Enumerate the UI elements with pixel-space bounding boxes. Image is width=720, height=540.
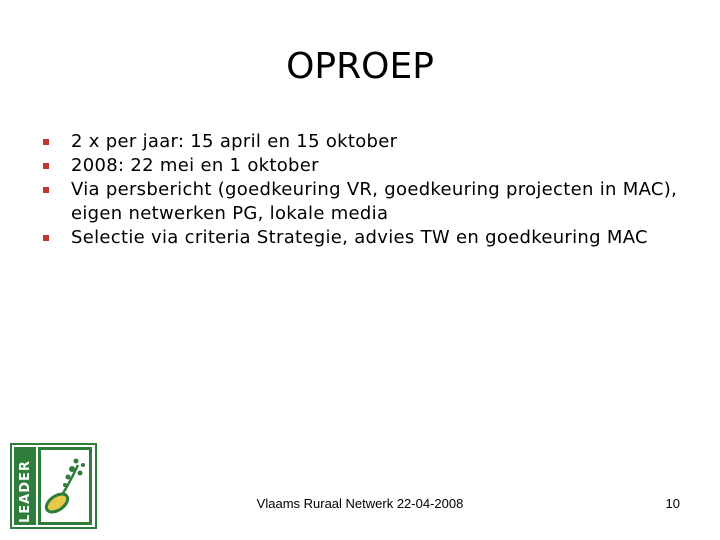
square-bullet-icon: [43, 235, 49, 241]
bullet-text: 2008: 22 mei en 1 oktober: [71, 155, 319, 176]
bullet-text: Selectie via criteria Strategie, advies TW en goedkeuring MAC: [71, 227, 648, 248]
svg-text:LEADER: LEADER: [18, 460, 33, 523]
bullet-item: [42, 130, 682, 154]
bullet-text: Via persbericht (goedkeuring VR, goedkeuring projecten in MAC), eigen netwerken PG, lokale media: [71, 179, 678, 224]
bullet-item: [42, 178, 682, 226]
slide-title: OPROEP: [286, 46, 434, 87]
square-bullet-icon: [43, 187, 49, 193]
square-bullet-icon: [43, 163, 49, 169]
footer-text: Vlaams Ruraal Netwerk 22-04-2008: [256, 496, 464, 511]
leader-logo-icon: [10, 443, 97, 529]
bullet-list: [42, 130, 682, 250]
bullet-text: 2 x per jaar: 15 april en 15 oktober: [71, 131, 398, 152]
bullet-item: [42, 154, 682, 178]
square-bullet-icon: [43, 139, 49, 145]
page-number: 10: [665, 496, 680, 511]
bullet-item: [42, 226, 682, 250]
